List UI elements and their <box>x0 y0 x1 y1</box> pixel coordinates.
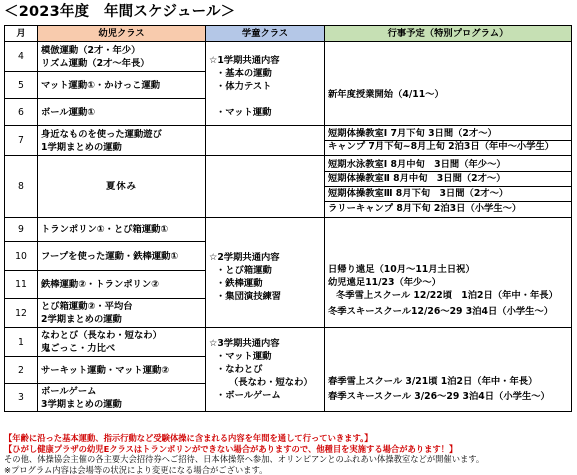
kids-item: フープを使った運動・鉄棒運動① <box>41 250 179 262</box>
event-item: 春季雪上スクール 3/21頃 1泊2日（年中・年長） <box>328 375 538 387</box>
schedule-table <box>4 25 572 412</box>
kids-item: マット運動①・かけっこ運動 <box>41 79 161 91</box>
school-item: ・鉄棒運動 <box>216 278 263 289</box>
school-item: ・なわとび <box>216 364 263 375</box>
kids-item: 2学期まとめの運動 <box>41 314 122 325</box>
month-cell: 10 <box>5 242 38 271</box>
month-row-1 <box>5 328 572 357</box>
month-cell: 11 <box>5 271 38 299</box>
event-item: 新年度授業開始（4/11～） <box>328 89 444 100</box>
event-item: 冬季スキースクール12/26～29 3泊4日（小学生～） <box>328 305 554 317</box>
school-item: ・とび箱運動 <box>216 265 272 276</box>
kids-item: なわとび（長なわ・短なわ） <box>41 330 162 341</box>
month-row-4 <box>5 42 572 72</box>
header-row <box>5 26 572 42</box>
kids-cell <box>38 271 206 299</box>
school-term3-cell <box>206 328 325 412</box>
month-row-9 <box>5 218 572 242</box>
kids-item: サーキット運動・マット運動② <box>41 364 170 376</box>
school-empty-cell <box>206 156 325 218</box>
month-cell: 4 <box>5 42 38 72</box>
month-cell: 7 <box>5 126 38 156</box>
kids-item: ボール運動① <box>41 106 96 118</box>
month-cell: 6 <box>5 99 38 126</box>
kids-item: 模倣運動（2才・年少） <box>41 44 141 56</box>
school-item: ・ボールゲーム <box>216 390 281 401</box>
kids-cell <box>38 299 206 328</box>
event-item: ラリーキャンプ 8月下旬 2泊3日（小学生～） <box>325 201 571 216</box>
kids-cell <box>38 72 206 99</box>
kids-cell <box>38 357 206 384</box>
school-item: ☆3学期共通内容 <box>209 338 280 349</box>
month-cell: 5 <box>5 72 38 99</box>
school-item <box>209 93 321 106</box>
school-item: ・マット運動 <box>216 107 272 118</box>
kids-item: 1学期まとめの運動 <box>41 141 122 153</box>
kids-item: とび箱運動②・平均台 <box>41 301 133 312</box>
school-item: （長なわ・短なわ） <box>229 377 313 388</box>
kids-item: トランポリン①・とび箱運動① <box>41 224 169 235</box>
event-item: 春季スキースクール 3/26～29 3泊4日（小学生～） <box>328 390 550 402</box>
month-cell: 2 <box>5 357 38 384</box>
month-cell: 8 <box>5 156 38 218</box>
event-item: 冬季雪上スクール 12/22頃 1泊2日（年中・年長） <box>336 289 558 301</box>
school-item: ・集団演技練習 <box>216 291 282 302</box>
header-events: 行事予定（特別プログラム） <box>325 26 572 42</box>
month-cell: 9 <box>5 218 38 242</box>
event-item: キャンプ 7月下旬~8月上旬 2泊3日（年中～小学生） <box>325 140 571 153</box>
note-line: その他、体操協会主催の各主要大会招待券へご招待、日本体操祭へ参加、オリンピアンとのふれあい体操教室などが開催います。 <box>4 454 485 464</box>
school-empty-cell <box>206 126 325 156</box>
events-term1-cell <box>325 42 572 126</box>
notes-section <box>4 433 571 475</box>
event-item: 日帰り遠足（10月～11月土日祝） <box>328 263 475 275</box>
month-row-8 <box>5 156 572 218</box>
event-item: 短期体操教室Ⅰ 7月下旬 3日間（2才～） <box>328 128 497 139</box>
school-term2-cell <box>206 218 325 328</box>
note-line: 【ひがし健康プラザの幼児Eクラスはトランポリンができない場合がありますので、他種目を実施する場合があります！】 <box>4 443 458 454</box>
event-item: 短期水泳教室Ⅰ 8月中旬 3日間（年少～） <box>328 158 506 170</box>
events-august-cell <box>325 156 572 218</box>
note-line: ※プログラム内容は会場等の状況により変更になる場合がございます。 <box>4 464 268 475</box>
events-july-cell <box>325 126 572 156</box>
kids-cell <box>38 126 206 156</box>
kids-cell <box>38 384 206 412</box>
month-cell: 3 <box>5 384 38 412</box>
events-term2-cell <box>325 218 572 328</box>
school-item: ☆1学期共通内容 <box>209 55 280 66</box>
kids-cell <box>38 328 206 357</box>
event-item: 短期体操教室Ⅲ 8月下旬 3日間（2才～） <box>325 186 571 201</box>
kids-item: 3学期まとめの運動 <box>41 398 122 410</box>
school-term1-cell <box>206 42 325 126</box>
school-item: ・体力テスト <box>216 81 272 92</box>
kids-item: 鉄棒運動②・トランポリン② <box>41 279 160 290</box>
kids-item: 鬼ごっこ・力比べ <box>41 343 116 354</box>
kids-cell <box>38 218 206 242</box>
school-item: ・マット運動 <box>216 351 272 362</box>
events-term3-cell <box>325 328 572 412</box>
page-title: ＜2023年度 年間スケジュール＞ <box>4 4 236 20</box>
note-line: 【年齢に沿った基本運動、指示行動など受験体操に含まれる内容を年間を通して行っていきます。】 <box>4 433 373 443</box>
kids-item: 身近なものを使った運動遊び <box>41 128 162 140</box>
kids-cell <box>38 42 206 72</box>
header-month: 月 <box>5 26 38 42</box>
kids-item: ボールゲーム <box>41 385 97 397</box>
month-cell: 1 <box>5 328 38 357</box>
school-item: ・基本の運動 <box>216 68 272 79</box>
school-item: ☆2学期共通内容 <box>209 252 280 263</box>
header-school-class: 学童クラス <box>206 26 325 42</box>
kids-cell <box>38 242 206 271</box>
event-item: 幼児遠足11/23（年少～） <box>328 276 441 288</box>
summer-vacation-label: 夏休み <box>38 156 206 218</box>
header-kids-class: 幼児クラス <box>38 26 206 42</box>
month-cell: 12 <box>5 299 38 328</box>
month-row-7 <box>5 126 572 156</box>
kids-item: リズム運動（2才～年長） <box>41 57 150 69</box>
kids-cell <box>38 99 206 126</box>
event-item: 短期体操教室Ⅱ 8月中旬 3日間（2才～） <box>325 171 571 186</box>
